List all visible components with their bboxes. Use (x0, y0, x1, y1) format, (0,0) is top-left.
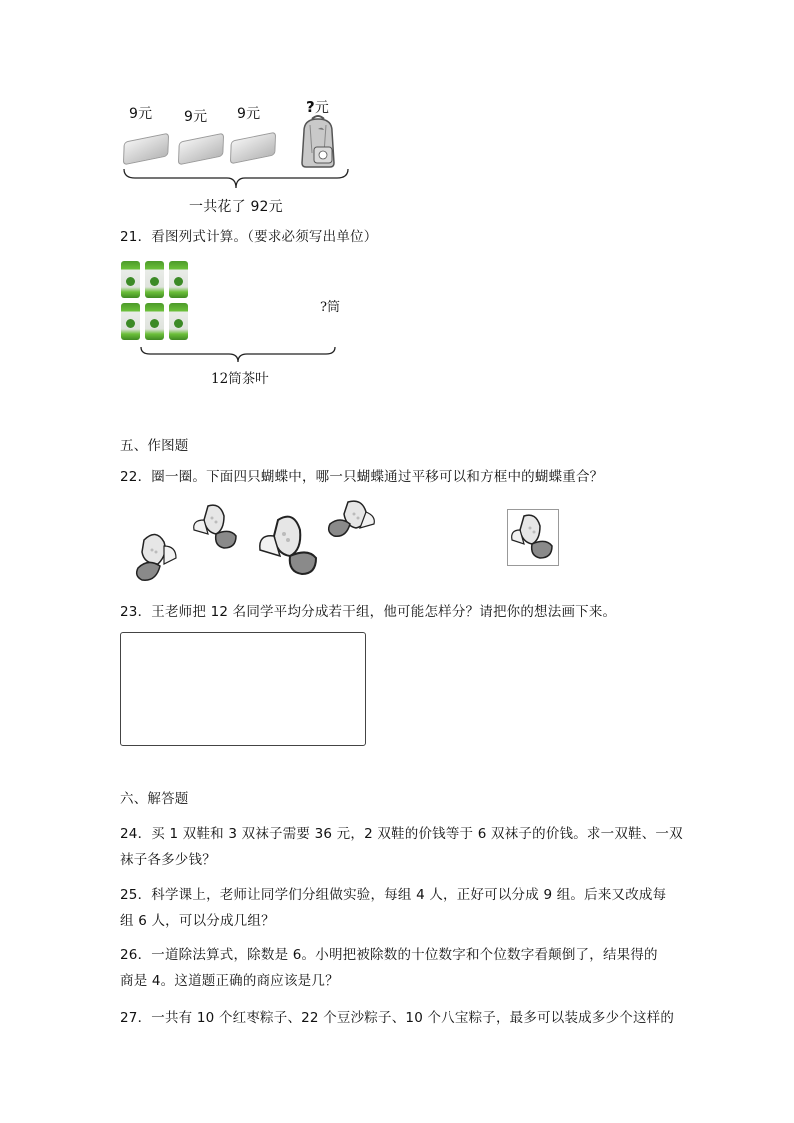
price-label-1: 9元 (129, 106, 153, 122)
section-heading-5: 五、作图题 (120, 438, 189, 454)
tea-can-icon (121, 261, 140, 298)
butterfly-icon-2[interactable] (190, 502, 240, 554)
backpack-icon (298, 113, 338, 169)
question-25-line-1: 25．科学课上，老师让同学们分组做实验，每组 4 人，正好可以分成 9 组。后来又改成每 (120, 887, 667, 903)
pencil-box-icon (230, 132, 276, 165)
butterfly-icon-4[interactable] (326, 498, 378, 548)
question-23-title: 23．王老师把 12 名同学平均分成若干组，他可能怎样分？请把你的想法画下来。 (120, 604, 617, 620)
butterfly-icon-3[interactable] (256, 512, 320, 584)
price-label-3: 9元 (237, 106, 261, 122)
tea-can-icon (169, 303, 188, 340)
butterfly-icon-1[interactable] (134, 530, 184, 585)
question-22-title: 22．圈一圈。下面四只蝴蝶中，哪一只蝴蝶通过平移可以和方框中的蝴蝶重合？ (120, 469, 604, 485)
question-24-line-1: 24．买 1 双鞋和 3 双袜子需要 36 元，2 双鞋的价钱等于 6 双袜子的价钱。求一双鞋、一双 (120, 826, 683, 842)
question-27-line-1: 27．一共有 10 个红枣粽子、22 个豆沙粽子、10 个八宝粽子，最多可以装成多少个这样的 (120, 1010, 675, 1026)
price-unit: 元 (314, 100, 330, 116)
question-21-title: 21．看图列式计算。（要求必须写出单位） (120, 229, 378, 245)
tea-can-icon (169, 261, 188, 298)
question-26-line-1: 26．一道除法算式，除数是 6。小明把被除数的十位数字和个位数字看颠倒了，结果得的 (120, 947, 658, 963)
question-mark: ? (306, 98, 315, 116)
question-24-line-2: 袜子各多少钱？ (120, 852, 216, 868)
tea-can-icon (121, 303, 140, 340)
total-cans-label: 12筒茶叶 (211, 371, 269, 387)
drawing-answer-box[interactable] (120, 632, 366, 746)
question-26-line-2: 商是 4。这道题正确的商应该是几？ (120, 973, 339, 989)
price-label-2: 9元 (184, 109, 208, 125)
total-spent-label: 一共花了 92元 (189, 199, 283, 215)
reference-butterfly-frame (507, 509, 559, 566)
curly-brace-horizontal (123, 168, 349, 190)
section-heading-6: 六、解答题 (120, 791, 189, 807)
reference-butterfly-icon (508, 510, 558, 565)
tea-can-icon (145, 261, 164, 298)
pencil-box-icon (178, 133, 224, 166)
question-25-line-2: 组 6 人，可以分成几组？ (120, 913, 275, 929)
tea-can-icon (145, 303, 164, 340)
curly-brace-horizontal (140, 346, 336, 364)
unknown-cans-label: ?筒 (320, 300, 340, 315)
pencil-box-icon (123, 133, 169, 166)
